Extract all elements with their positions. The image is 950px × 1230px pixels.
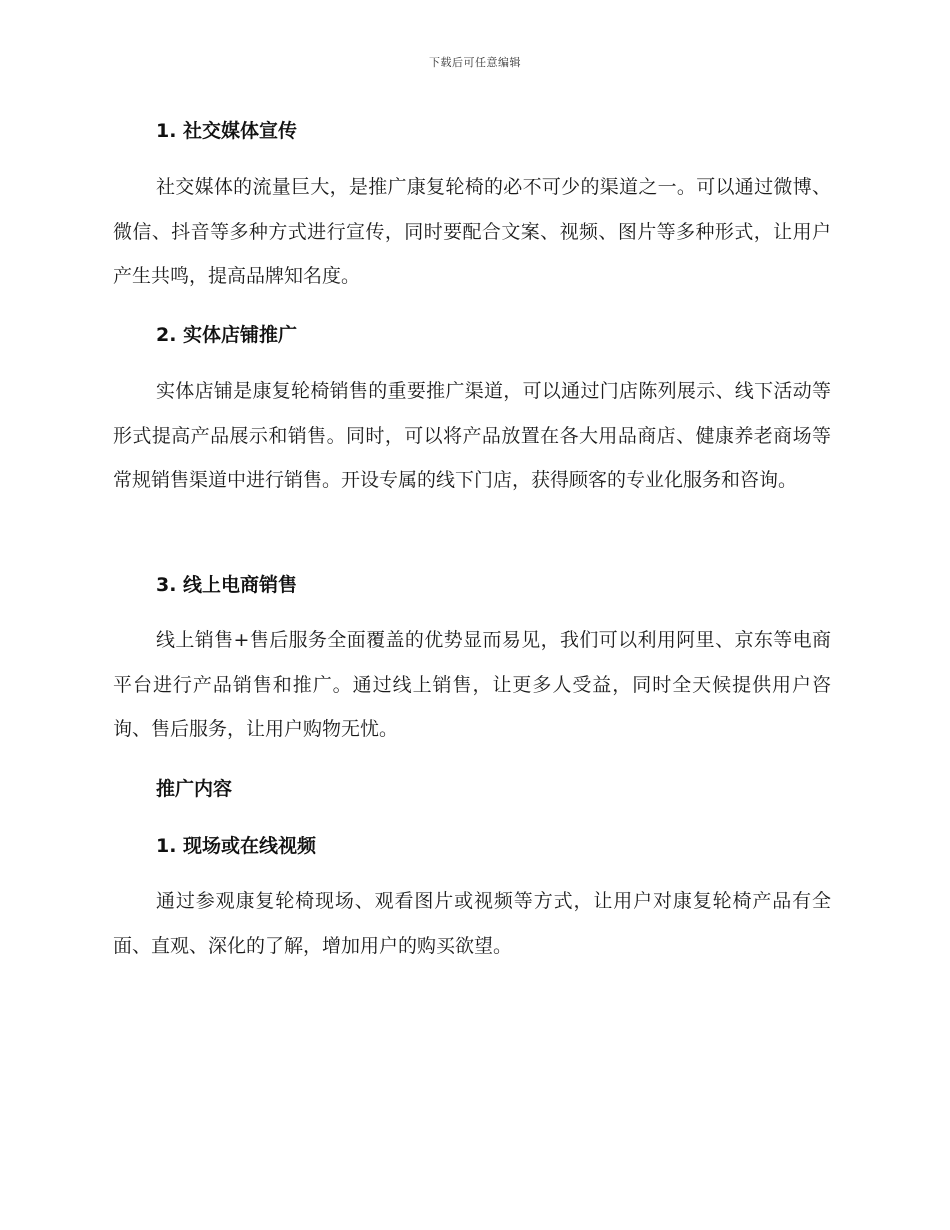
section-heading-video: 1. 现场或在线视频 xyxy=(156,835,317,857)
section-paragraph-physical-store: 实体店铺是康复轮椅销售的重要推广渠道，可以通过门店陈列展示、线下活动等形式提高产品展示和销售。同时，可以将产品放置在各大用品商店、健康养老商场等常规销售渠道中进行销售。开设专属的线下门店，获得顾客的专业化服务和咨询。 xyxy=(113,380,831,491)
section-heading-physical-store: 2. 实体店铺推广 xyxy=(156,324,298,346)
page-header: 下载后可任意编辑 xyxy=(429,56,521,69)
section-paragraph-video: 通过参观康复轮椅现场、观看图片或视频等方式，让用户对康复轮椅产品有全面、直观、深化的了解，增加用户的购买欲望。 xyxy=(113,890,831,957)
section-paragraph-online-ecommerce: 线上销售+售后服务全面覆盖的优势显而易见，我们可以利用阿里、京东等电商平台进行产品销售和推广。通过线上销售，让更多人受益，同时全天候提供用户咨询、售后服务，让用户购物无忧。 xyxy=(113,629,831,740)
section-heading-social-media: 1. 社交媒体宣传 xyxy=(156,120,298,142)
section-heading-online-ecommerce: 3. 线上电商销售 xyxy=(156,574,298,596)
section-heading-promotion-content: 推广内容 xyxy=(156,778,233,800)
section-paragraph-social-media: 社交媒体的流量巨大，是推广康复轮椅的必不可少的渠道之一。可以通过微博、微信、抖音等多种方式进行宣传，同时要配合文案、视频、图片等多种形式，让用户产生共鸣，提高品牌知名度。 xyxy=(113,176,831,287)
